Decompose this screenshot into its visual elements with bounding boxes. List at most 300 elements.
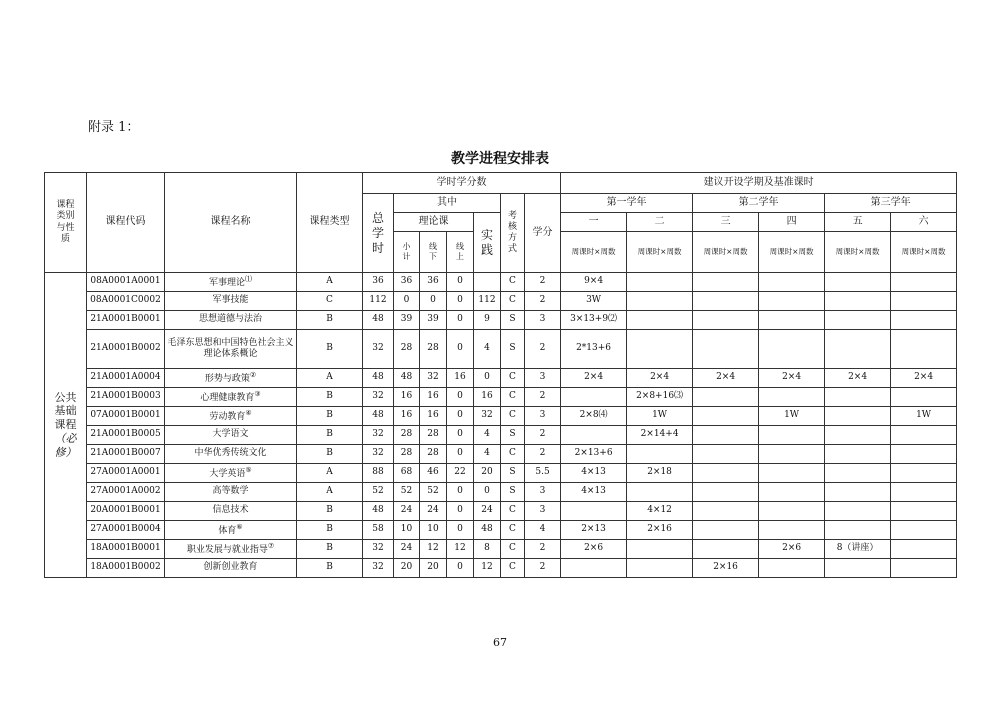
course-name <box>165 540 297 559</box>
footnote-mark: ⑴ <box>245 274 252 283</box>
header-week-label-1: 周课时×周数 <box>561 232 627 273</box>
header-category: 课程 类别 与性 质 <box>45 173 87 273</box>
semester-5-hours <box>825 330 891 369</box>
total-hours: 48 <box>363 311 394 330</box>
header-course-code: 课程代码 <box>87 173 165 273</box>
theory-offline: 16 <box>420 407 447 426</box>
course-type: B <box>297 330 363 369</box>
theory-offline: 0 <box>420 292 447 311</box>
header-semester-2: 二 <box>627 213 693 232</box>
header-semester-5: 五 <box>825 213 891 232</box>
semester-1-hours <box>561 426 627 445</box>
course-type: B <box>297 311 363 330</box>
course-name <box>165 369 297 388</box>
header-semester-1: 一 <box>561 213 627 232</box>
course-name <box>165 388 297 407</box>
practice-hours: 0 <box>474 369 501 388</box>
semester-3-hours <box>693 502 759 521</box>
theory-subtotal: 16 <box>394 407 420 426</box>
course-type: B <box>297 426 363 445</box>
header-credit: 学分 <box>525 194 561 273</box>
theory-online: 0 <box>447 559 474 578</box>
course-code: 21A0001B0007 <box>87 445 165 464</box>
schedule-table <box>44 172 957 578</box>
semester-1-hours: 9×4 <box>561 273 627 292</box>
table-row <box>45 407 957 426</box>
course-code: 27A0001B0004 <box>87 521 165 540</box>
semester-5-hours: 2×4 <box>825 369 891 388</box>
practice-hours: 8 <box>474 540 501 559</box>
semester-1-hours: 4×13 <box>561 464 627 483</box>
course-name <box>165 330 297 369</box>
semester-6-hours <box>891 540 957 559</box>
course-type: B <box>297 540 363 559</box>
theory-offline: 24 <box>420 502 447 521</box>
semester-5-hours <box>825 388 891 407</box>
credit: 3 <box>525 311 561 330</box>
semester-3-hours: 2×4 <box>693 369 759 388</box>
theory-online: 0 <box>447 330 474 369</box>
course-name-text: 高等数学 <box>212 486 249 497</box>
course-type: A <box>297 464 363 483</box>
theory-subtotal: 0 <box>394 292 420 311</box>
table-row <box>45 521 957 540</box>
course-name <box>165 464 297 483</box>
semester-4-hours <box>759 559 825 578</box>
header-online: 线 上 <box>447 232 474 273</box>
header-semester-4: 四 <box>759 213 825 232</box>
course-name <box>165 273 297 292</box>
theory-subtotal: 24 <box>394 502 420 521</box>
footnote-mark: ⑦ <box>267 541 275 550</box>
course-code: 18A0001B0002 <box>87 559 165 578</box>
header-course-type: 课程类型 <box>297 173 363 273</box>
semester-2-hours <box>627 559 693 578</box>
semester-3-hours <box>693 273 759 292</box>
header-theory: 理论课 <box>394 213 474 232</box>
semester-1-hours <box>561 559 627 578</box>
semester-3-hours <box>693 445 759 464</box>
footnote-mark: ② <box>249 370 257 379</box>
course-name-text: 大学英语 <box>209 468 246 479</box>
course-name-text: 体育 <box>218 525 237 536</box>
course-name-text: 毛泽东思想和中国特色社会主义理论体系概论 <box>167 337 294 359</box>
theory-offline: 28 <box>420 426 447 445</box>
semester-2-hours: 2×18 <box>627 464 693 483</box>
semester-2-hours <box>627 445 693 464</box>
semester-1-hours: 2*13+6 <box>561 330 627 369</box>
semester-6-hours <box>891 311 957 330</box>
credit: 4 <box>525 521 561 540</box>
semester-6-hours: 1W <box>891 407 957 426</box>
practice-hours: 32 <box>474 407 501 426</box>
semester-1-hours: 3×13+9⑵ <box>561 311 627 330</box>
course-name-text: 中华优秀传统文化 <box>194 448 267 459</box>
semester-3-hours: 2×16 <box>693 559 759 578</box>
course-code: 08A0001C0002 <box>87 292 165 311</box>
course-code: 21A0001B0002 <box>87 330 165 369</box>
total-hours: 88 <box>363 464 394 483</box>
course-name <box>165 521 297 540</box>
semester-3-hours <box>693 483 759 502</box>
table-row <box>45 311 957 330</box>
semester-2-hours: 2×16 <box>627 521 693 540</box>
assessment-method: C <box>501 369 525 388</box>
semester-6-hours <box>891 388 957 407</box>
credit: 3 <box>525 502 561 521</box>
credit: 3 <box>525 483 561 502</box>
theory-offline: 10 <box>420 521 447 540</box>
total-hours: 48 <box>363 407 394 426</box>
theory-offline: 16 <box>420 388 447 407</box>
course-name <box>165 445 297 464</box>
course-type: A <box>297 369 363 388</box>
theory-online: 12 <box>447 540 474 559</box>
semester-2-hours: 4×12 <box>627 502 693 521</box>
course-name-text: 思想道德与法治 <box>198 314 262 325</box>
semester-5-hours <box>825 464 891 483</box>
theory-online: 22 <box>447 464 474 483</box>
credit: 2 <box>525 273 561 292</box>
course-code: 21A0001A0004 <box>87 369 165 388</box>
theory-offline: 28 <box>420 330 447 369</box>
semester-5-hours <box>825 483 891 502</box>
assessment-method: C <box>501 445 525 464</box>
semester-2-hours: 2×14+4 <box>627 426 693 445</box>
course-name <box>165 559 297 578</box>
credit: 3 <box>525 407 561 426</box>
total-hours: 32 <box>363 540 394 559</box>
semester-5-hours: 8（讲座） <box>825 540 891 559</box>
semester-3-hours <box>693 540 759 559</box>
table-row <box>45 540 957 559</box>
semester-1-hours <box>561 388 627 407</box>
theory-subtotal: 10 <box>394 521 420 540</box>
semester-1-hours: 2×4 <box>561 369 627 388</box>
semester-4-hours: 2×6 <box>759 540 825 559</box>
course-code: 07A0001B0001 <box>87 407 165 426</box>
semester-6-hours <box>891 502 957 521</box>
semester-3-hours <box>693 464 759 483</box>
credit: 2 <box>525 426 561 445</box>
theory-online: 0 <box>447 292 474 311</box>
header-practice: 实 践 <box>474 213 501 273</box>
theory-online: 0 <box>447 502 474 521</box>
theory-offline: 20 <box>420 559 447 578</box>
practice-hours: 48 <box>474 521 501 540</box>
course-code: 21A0001B0003 <box>87 388 165 407</box>
course-code: 20A0001B0001 <box>87 502 165 521</box>
table-row <box>45 388 957 407</box>
credit: 2 <box>525 292 561 311</box>
footnote-mark: ④ <box>245 408 252 417</box>
practice-hours <box>474 273 501 292</box>
theory-online: 0 <box>447 521 474 540</box>
course-name-text: 劳动教育 <box>209 411 246 422</box>
semester-2-hours <box>627 273 693 292</box>
credit: 2 <box>525 330 561 369</box>
semester-3-hours <box>693 426 759 445</box>
assessment-method: S <box>501 330 525 369</box>
credit: 2 <box>525 559 561 578</box>
header-offline: 线 下 <box>420 232 447 273</box>
semester-5-hours <box>825 426 891 445</box>
semester-3-hours <box>693 311 759 330</box>
table-title: 教学进程安排表 <box>451 151 549 167</box>
semester-1-hours: 2×13+6 <box>561 445 627 464</box>
header-week-label-2: 周课时×周数 <box>627 232 693 273</box>
semester-1-hours: 4×13 <box>561 483 627 502</box>
theory-online: 0 <box>447 445 474 464</box>
semester-3-hours <box>693 407 759 426</box>
course-code: 27A0001A0002 <box>87 483 165 502</box>
total-hours: 32 <box>363 330 394 369</box>
course-name <box>165 292 297 311</box>
assessment-method: C <box>501 388 525 407</box>
theory-offline: 39 <box>420 311 447 330</box>
course-type: B <box>297 502 363 521</box>
total-hours: 112 <box>363 292 394 311</box>
semester-4-hours <box>759 311 825 330</box>
semester-2-hours <box>627 483 693 502</box>
semester-2-hours <box>627 330 693 369</box>
credit: 2 <box>525 445 561 464</box>
assessment-method: C <box>501 292 525 311</box>
appendix-label: 附录 1： <box>88 120 140 135</box>
semester-5-hours <box>825 559 891 578</box>
assessment-method: S <box>501 311 525 330</box>
theory-subtotal: 28 <box>394 426 420 445</box>
course-type: A <box>297 483 363 502</box>
assessment-method: S <box>501 483 525 502</box>
table-row <box>45 273 957 292</box>
course-name-text: 创新创业教育 <box>203 562 258 573</box>
semester-6-hours: 2×4 <box>891 369 957 388</box>
total-hours: 32 <box>363 426 394 445</box>
semester-4-hours <box>759 426 825 445</box>
header-year-3: 第三学年 <box>825 194 957 213</box>
course-name-text: 形势与政策 <box>204 373 250 384</box>
semester-3-hours <box>693 330 759 369</box>
course-type: B <box>297 407 363 426</box>
semester-6-hours <box>891 559 957 578</box>
table-row <box>45 483 957 502</box>
header-semester-3: 三 <box>693 213 759 232</box>
total-hours: 32 <box>363 445 394 464</box>
header-hours-credits: 学时学分数 <box>363 173 561 194</box>
total-hours: 32 <box>363 559 394 578</box>
table-row <box>45 445 957 464</box>
header-year-1: 第一学年 <box>561 194 693 213</box>
semester-4-hours: 1W <box>759 407 825 426</box>
semester-3-hours <box>693 521 759 540</box>
course-name-text: 大学语文 <box>212 429 249 440</box>
semester-1-hours: 2×6 <box>561 540 627 559</box>
assessment-method: C <box>501 502 525 521</box>
practice-hours: 20 <box>474 464 501 483</box>
theory-subtotal: 16 <box>394 388 420 407</box>
table-row <box>45 559 957 578</box>
theory-offline: 12 <box>420 540 447 559</box>
course-name <box>165 483 297 502</box>
semester-2-hours <box>627 311 693 330</box>
header-semester-plan: 建议开设学期及基准课时 <box>561 173 957 194</box>
course-name <box>165 426 297 445</box>
course-code: 08A0001A0001 <box>87 273 165 292</box>
course-name <box>165 407 297 426</box>
header-week-label-5: 周课时×周数 <box>825 232 891 273</box>
total-hours: 48 <box>363 502 394 521</box>
semester-4-hours <box>759 388 825 407</box>
course-name <box>165 502 297 521</box>
theory-online: 0 <box>447 426 474 445</box>
total-hours: 52 <box>363 483 394 502</box>
footnote-mark: ③ <box>254 389 261 398</box>
semester-5-hours <box>825 445 891 464</box>
theory-offline: 32 <box>420 369 447 388</box>
semester-2-hours: 1W <box>627 407 693 426</box>
header-week-label-4: 周课时×周数 <box>759 232 825 273</box>
assessment-method: S <box>501 464 525 483</box>
total-hours: 32 <box>363 388 394 407</box>
theory-subtotal: 39 <box>394 311 420 330</box>
semester-6-hours <box>891 521 957 540</box>
semester-4-hours <box>759 445 825 464</box>
footnote-mark: ⑥ <box>236 522 243 531</box>
theory-online: 0 <box>447 273 474 292</box>
table-row <box>45 369 957 388</box>
header-course-name: 课程名称 <box>165 173 297 273</box>
table-row <box>45 426 957 445</box>
semester-6-hours <box>891 445 957 464</box>
semester-4-hours <box>759 273 825 292</box>
semester-4-hours <box>759 521 825 540</box>
practice-hours: 24 <box>474 502 501 521</box>
page-number: 67 <box>493 636 507 649</box>
course-code: 21A0001B0001 <box>87 311 165 330</box>
theory-online: 0 <box>447 483 474 502</box>
semester-2-hours: 2×8+16⑶ <box>627 388 693 407</box>
assessment-method: C <box>501 559 525 578</box>
theory-subtotal: 68 <box>394 464 420 483</box>
semester-4-hours <box>759 483 825 502</box>
total-hours: 48 <box>363 369 394 388</box>
practice-hours: 0 <box>474 483 501 502</box>
header-year-2: 第二学年 <box>693 194 825 213</box>
theory-online: 0 <box>447 388 474 407</box>
course-name-text: 军事理论 <box>208 277 245 288</box>
theory-subtotal: 36 <box>394 273 420 292</box>
course-name <box>165 311 297 330</box>
theory-subtotal: 28 <box>394 330 420 369</box>
semester-5-hours <box>825 502 891 521</box>
semester-2-hours <box>627 292 693 311</box>
theory-subtotal: 24 <box>394 540 420 559</box>
theory-subtotal: 28 <box>394 445 420 464</box>
semester-3-hours <box>693 292 759 311</box>
total-hours: 36 <box>363 273 394 292</box>
semester-4-hours <box>759 464 825 483</box>
assessment-method: C <box>501 273 525 292</box>
course-name-text: 职业发展与就业指导 <box>186 544 268 555</box>
practice-hours: 4 <box>474 445 501 464</box>
practice-hours: 112 <box>474 292 501 311</box>
assessment-method: C <box>501 407 525 426</box>
course-type: A <box>297 273 363 292</box>
total-hours: 58 <box>363 521 394 540</box>
practice-hours: 9 <box>474 311 501 330</box>
footnote-mark: ⑤ <box>245 465 252 474</box>
theory-offline: 52 <box>420 483 447 502</box>
practice-hours: 4 <box>474 330 501 369</box>
theory-subtotal: 52 <box>394 483 420 502</box>
semester-3-hours <box>693 388 759 407</box>
course-code: 27A0001A0001 <box>87 464 165 483</box>
theory-offline: 36 <box>420 273 447 292</box>
credit: 5.5 <box>525 464 561 483</box>
assessment-method: C <box>501 521 525 540</box>
credit: 2 <box>525 540 561 559</box>
semester-1-hours: 2×13 <box>561 521 627 540</box>
theory-online: 0 <box>447 311 474 330</box>
semester-4-hours: 2×4 <box>759 369 825 388</box>
semester-4-hours <box>759 330 825 369</box>
course-name-text: 军事技能 <box>212 295 249 306</box>
course-type: B <box>297 521 363 540</box>
practice-hours: 16 <box>474 388 501 407</box>
assessment-method: S <box>501 426 525 445</box>
semester-5-hours <box>825 273 891 292</box>
header-semester-6: 六 <box>891 213 957 232</box>
assessment-method: C <box>501 540 525 559</box>
practice-hours: 12 <box>474 559 501 578</box>
semester-6-hours <box>891 292 957 311</box>
theory-subtotal: 48 <box>394 369 420 388</box>
course-name-text: 心理健康教育 <box>200 392 255 403</box>
semester-5-hours <box>825 311 891 330</box>
course-type: C <box>297 292 363 311</box>
semester-6-hours <box>891 273 957 292</box>
practice-hours: 4 <box>474 426 501 445</box>
credit: 3 <box>525 369 561 388</box>
course-type: B <box>297 559 363 578</box>
header-subtotal: 小 计 <box>394 232 420 273</box>
category-cell: 公共 基础 课程 （必 修） <box>45 273 87 578</box>
theory-subtotal: 20 <box>394 559 420 578</box>
semester-5-hours <box>825 407 891 426</box>
semester-1-hours: 2×8⑷ <box>561 407 627 426</box>
course-code: 18A0001B0001 <box>87 540 165 559</box>
semester-2-hours <box>627 540 693 559</box>
theory-online: 16 <box>447 369 474 388</box>
table-row <box>45 330 957 369</box>
table-row <box>45 464 957 483</box>
header-assessment: 考 核 方 式 <box>501 194 525 273</box>
theory-offline: 46 <box>420 464 447 483</box>
header-among: 其中 <box>394 194 501 213</box>
semester-1-hours <box>561 502 627 521</box>
theory-offline: 28 <box>420 445 447 464</box>
header-week-label-6: 周课时×周数 <box>891 232 957 273</box>
table-row <box>45 502 957 521</box>
semester-6-hours <box>891 464 957 483</box>
semester-5-hours <box>825 521 891 540</box>
theory-online: 0 <box>447 407 474 426</box>
course-code: 21A0001B0005 <box>87 426 165 445</box>
course-type: B <box>297 445 363 464</box>
course-name-text: 信息技术 <box>212 505 249 516</box>
table-row <box>45 292 957 311</box>
